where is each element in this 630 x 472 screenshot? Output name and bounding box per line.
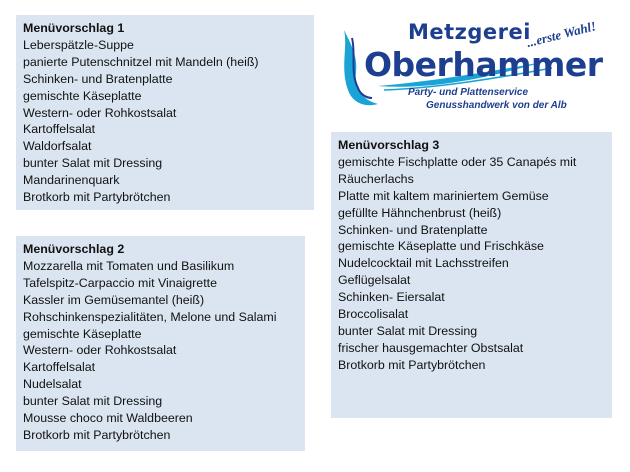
menu-item: bunter Salat mit Dressing bbox=[23, 394, 163, 409]
menu-item-list bbox=[23, 258, 298, 444]
logo-line1: Metzgerei bbox=[408, 20, 531, 44]
menu-item: gemischte Fischplatte oder 35 Canapés mit bbox=[338, 154, 577, 169]
menu-title: Menüvorschlag 2 bbox=[23, 242, 125, 256]
logo-name: Oberhammer bbox=[364, 45, 603, 84]
menu-item: gemischte Käseplatte und Frischkäse bbox=[338, 239, 544, 254]
menu-item: Leberspätzle-Suppe bbox=[23, 37, 134, 52]
menu-item: gefüllte Hähnchenbrust (heiß) bbox=[338, 205, 502, 220]
menu-item: Kartoffelsalat bbox=[23, 122, 96, 137]
menu-item: Nudelsalat bbox=[23, 377, 82, 392]
menu-item: Nudelcocktail mit Lachsstreifen bbox=[338, 256, 509, 271]
menu-item: Rohschinkenspezialitäten, Melone und Salami bbox=[23, 309, 277, 324]
menu-item: Brotkorb mit Partybrötchen bbox=[338, 357, 486, 372]
menu-item: bunter Salat mit Dressing bbox=[23, 156, 163, 171]
logo-slogan: ...erste Wahl! bbox=[524, 18, 598, 51]
menu-item: Kassler im Gemüsemantel (heiß) bbox=[23, 292, 205, 307]
logo-tagline-2: Genusshandwerk von der Alb bbox=[426, 100, 567, 111]
menu-item: frischer hausgemachter Obstsalat bbox=[338, 340, 524, 355]
menu-item: Schinken- Eiersalat bbox=[338, 290, 445, 305]
menu-item: Mandarinenquark bbox=[23, 173, 120, 188]
menu-box-1 bbox=[16, 15, 314, 210]
menu-item: Mousse choco mit Waldbeeren bbox=[23, 411, 193, 426]
menu-item: Geflügelsalat bbox=[338, 273, 411, 288]
menu-item: Brotkorb mit Partybrötchen bbox=[23, 190, 171, 205]
menu-item: Broccolisalat bbox=[338, 307, 409, 322]
menu-item: bunter Salat mit Dressing bbox=[338, 323, 478, 338]
menu-item: Western- oder Rohkostsalat bbox=[23, 105, 177, 120]
menu-item: Schinken- und Bratenplatte bbox=[23, 71, 173, 86]
menu-item: Schinken- und Bratenplatte bbox=[338, 222, 488, 237]
logo-tagline-1: Party- und Plattenservice bbox=[408, 87, 529, 98]
menu-item: Mozzarella mit Tomaten und Basilikum bbox=[23, 258, 235, 273]
menu-title: Menüvorschlag 1 bbox=[23, 21, 125, 35]
menu-box-3 bbox=[331, 132, 612, 418]
menu-item: Waldorfsalat bbox=[23, 139, 92, 154]
menu-item: Kartoffelsalat bbox=[23, 360, 96, 375]
menu-item: panierte Putenschnitzel mit Mandeln (heiß) bbox=[23, 54, 259, 69]
menu-title: Menüvorschlag 3 bbox=[338, 138, 440, 152]
menu-item-list bbox=[23, 37, 307, 206]
menu-box-2 bbox=[16, 236, 305, 451]
logo-graphic bbox=[338, 12, 618, 117]
menu-item: Tafelspitz-Carpaccio mit Vinaigrette bbox=[23, 275, 217, 290]
menu-item: Räucherlachs bbox=[338, 171, 414, 186]
company-logo bbox=[338, 12, 618, 117]
menu-item-list bbox=[338, 154, 605, 374]
menu-item: gemischte Käseplatte bbox=[23, 326, 142, 341]
menu-item: Brotkorb mit Partybrötchen bbox=[23, 427, 171, 442]
menu-item: gemischte Käseplatte bbox=[23, 88, 142, 103]
menu-item: Western- oder Rohkostsalat bbox=[23, 343, 177, 358]
menu-item: Platte mit kaltem mariniertem Gemüse bbox=[338, 188, 549, 203]
